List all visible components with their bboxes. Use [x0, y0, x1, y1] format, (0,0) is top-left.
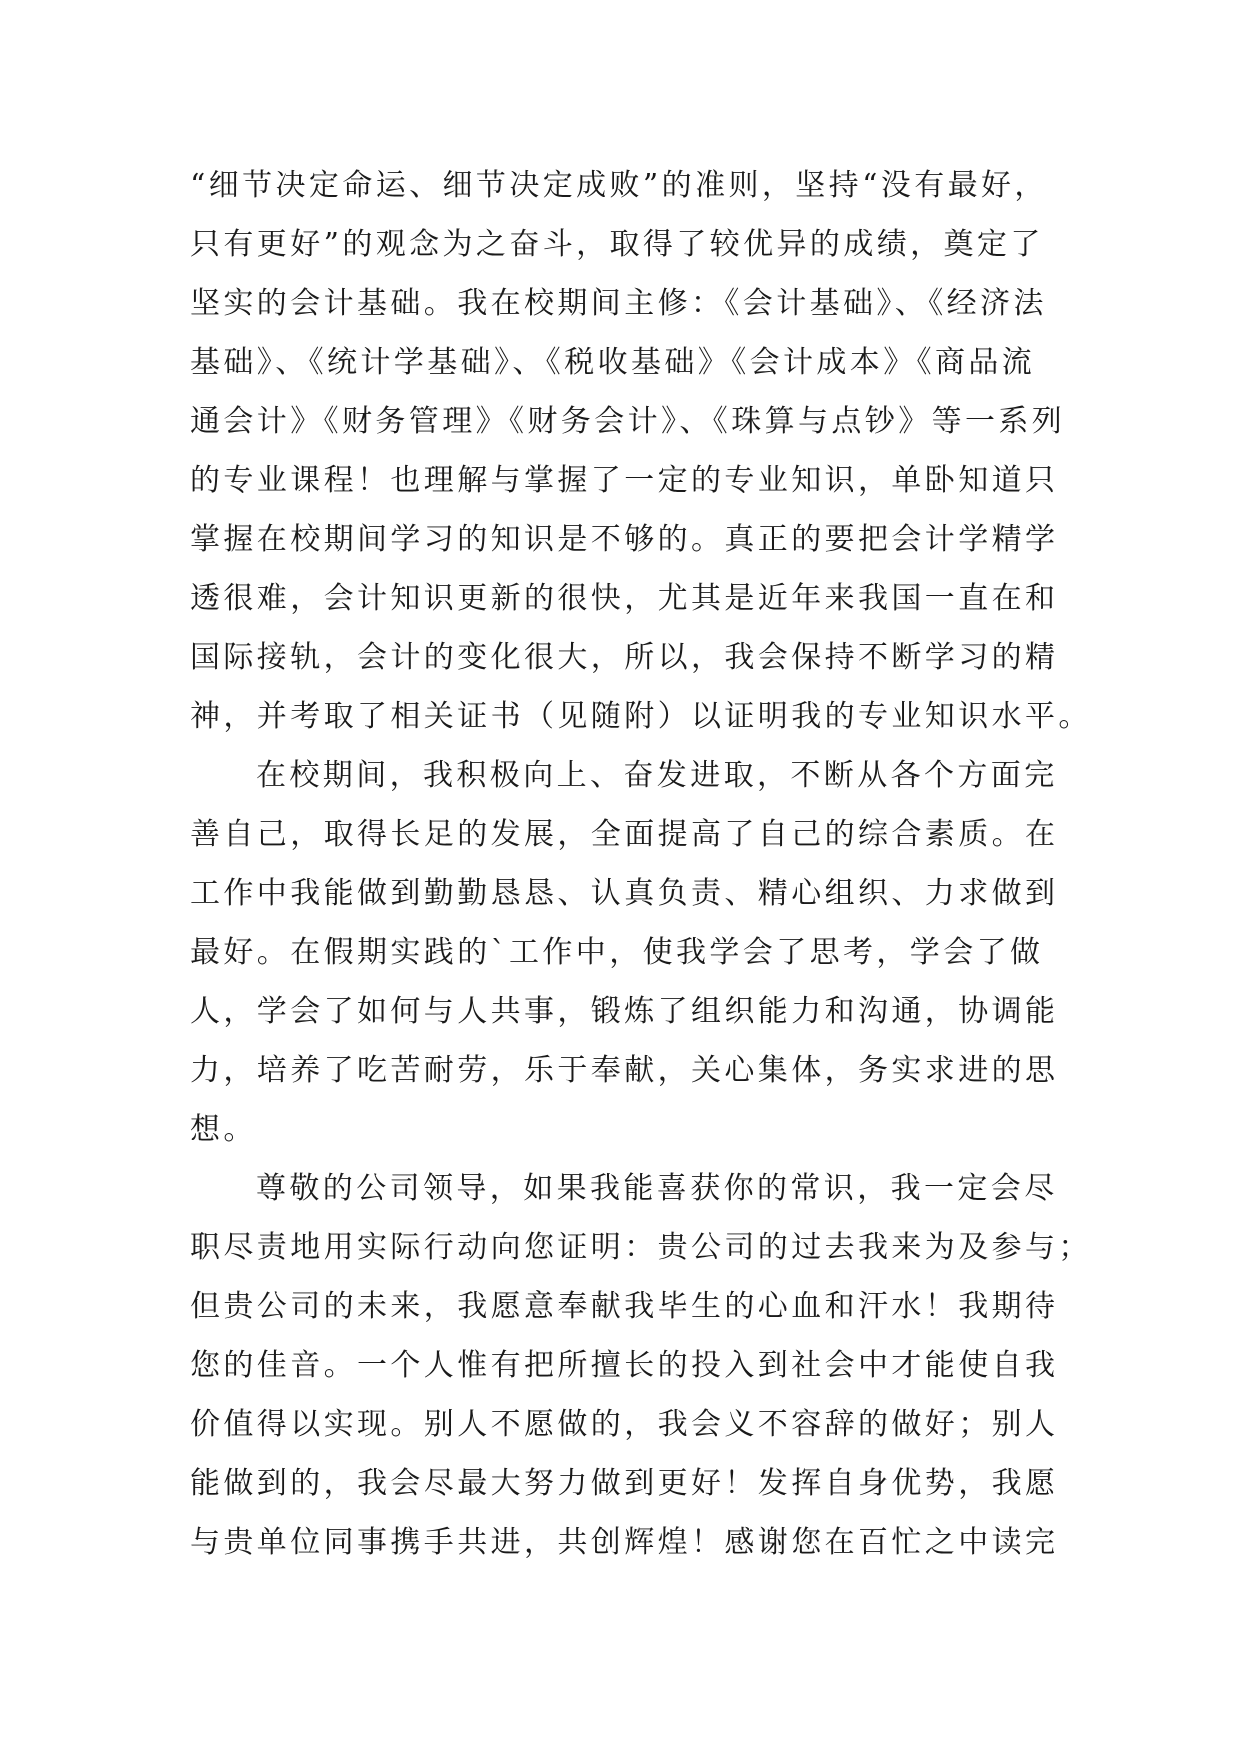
- text-line: 的专业课程！也理解与掌握了一定的专业知识，单卧知道只: [190, 463, 1059, 498]
- text-line: 人，学会了如何与人共事，锻炼了组织能力和沟通，协调能: [190, 994, 1059, 1029]
- text-line: 与贵单位同事携手共进，共创辉煌！感谢您在百忙之中读完: [190, 1525, 1059, 1560]
- paragraph-3: [190, 1159, 1092, 1572]
- text-line: 只有更好”的观念为之奋斗，取得了较优异的成绩，奠定了: [190, 227, 1044, 262]
- text-line: 国际接轨，会计的变化很大，所以，我会保持不断学习的精: [190, 640, 1059, 675]
- paragraph-2: [190, 746, 1059, 1159]
- body-text: [190, 156, 1092, 1572]
- text-line: 工作中我能做到勤勤恳恳、认真负责、精心组织、力求做到: [190, 876, 1059, 911]
- text-line: 价值得以实现。别人不愿做的，我会义不容辞的做好；别人: [190, 1407, 1059, 1442]
- text-line: 坚实的会计基础。我在校期间主修：《会计基础》、《经济法: [190, 286, 1047, 321]
- text-line: 透很难，会计知识更新的很快，尤其是近年来我国一直在和: [190, 581, 1059, 616]
- text-line: 掌握在校期间学习的知识是不够的。真正的要把会计学精学: [190, 522, 1059, 557]
- text-line: 力，培养了吃苦耐劳，乐于奉献，关心集体，务实求进的思: [190, 1053, 1059, 1088]
- text-line: 善自己，取得长足的发展，全面提高了自己的综合素质。在: [190, 817, 1059, 852]
- text-line: 基础》、《统计学基础》、《税收基础》《会计成本》《商品流: [190, 345, 1036, 380]
- text-line: 最好。在假期实践的`工作中，使我学会了思考，学会了做: [190, 935, 1044, 970]
- text-line: 通会计》《财务管理》《财务会计》、《珠算与点钞》等一系列: [190, 404, 1066, 439]
- text-line: 职尽责地用实际行动向您证明：贵公司的过去我来为及参与；: [190, 1230, 1092, 1265]
- text-line: “细节决定命运、细节决定成败”的准则，坚持“没有最好，: [190, 168, 1048, 203]
- text-line: 您的佳音。一个人惟有把所擅长的投入到社会中才能使自我: [190, 1348, 1059, 1383]
- text-line: 想。: [190, 1112, 257, 1147]
- text-line: 在校期间，我积极向上、奋发进取，不断从各个方面完: [256, 758, 1058, 793]
- paragraph-1: [190, 156, 1092, 746]
- text-line: 神，并考取了相关证书（见随附）以证明我的专业知识水平。: [190, 699, 1092, 734]
- text-line: 尊敬的公司领导，如果我能喜获你的常识，我一定会尽: [256, 1171, 1058, 1206]
- text-line: 能做到的，我会尽最大努力做到更好！发挥自身优势，我愿: [190, 1466, 1059, 1501]
- text-line: 但贵公司的未来，我愿意奉献我毕生的心血和汗水！我期待: [190, 1289, 1059, 1324]
